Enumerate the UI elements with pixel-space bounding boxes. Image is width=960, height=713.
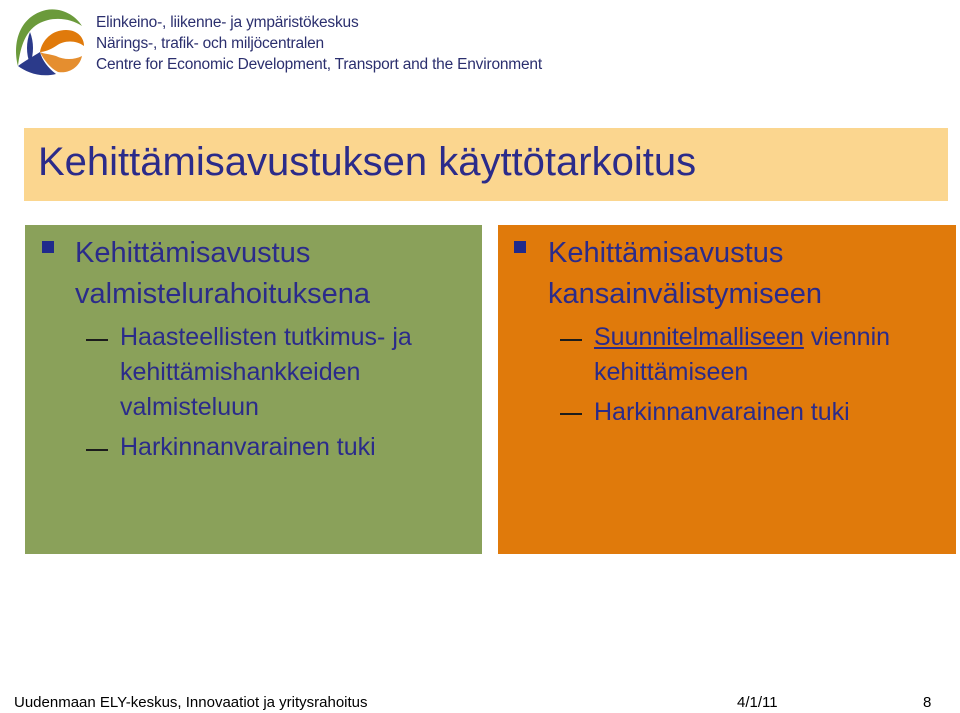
slide-title: Kehittämisavustuksen käyttötarkoitus — [38, 140, 697, 184]
right-dash-icon-2 — [560, 413, 582, 415]
ely-logo — [4, 2, 86, 84]
page-number: 8 — [923, 694, 932, 711]
org-name-sv: Närings-, trafik- och miljöcentralen — [96, 35, 324, 52]
left-dash-icon-1 — [86, 339, 108, 341]
right-item2-line1: Harkinnanvarainen tuki — [594, 398, 850, 426]
right-item1-rest: viennin — [803, 323, 891, 351]
right-dash-icon-1 — [560, 339, 582, 341]
right-item1-line1 — [594, 320, 890, 355]
right-bullet-icon — [514, 241, 526, 253]
organization-name — [96, 12, 542, 75]
left-item2-line1: Harkinnanvarainen tuki — [120, 433, 376, 461]
footer-date: 4/1/11 — [737, 694, 778, 711]
suunnitelmalliseen-link[interactable]: Suunnitelmalliseen — [594, 323, 804, 351]
org-name-fi: Elinkeino-, liikenne- ja ympäristökeskus — [96, 14, 359, 31]
right-heading-line1: Kehittämisavustus — [548, 237, 784, 269]
left-item1-line3: valmisteluun — [120, 393, 259, 421]
left-item1-line1: Haasteellisten tutkimus- ja — [120, 323, 412, 351]
left-bullet-icon — [42, 241, 54, 253]
footer-left: Uudenmaan ELY-keskus, Innovaatiot ja yritysrahoitus — [14, 694, 368, 711]
left-dash-icon-2 — [86, 449, 108, 451]
left-heading-line2: valmistelurahoituksena — [75, 278, 370, 310]
org-name-en: Centre for Economic Development, Transport and the Environment — [96, 56, 542, 73]
left-heading-line1: Kehittämisavustus — [75, 237, 311, 269]
right-heading-line2: kansainvälistymiseen — [548, 278, 823, 310]
right-item1-line2: kehittämiseen — [594, 358, 749, 386]
left-item1-line2: kehittämishankkeiden — [120, 358, 361, 386]
